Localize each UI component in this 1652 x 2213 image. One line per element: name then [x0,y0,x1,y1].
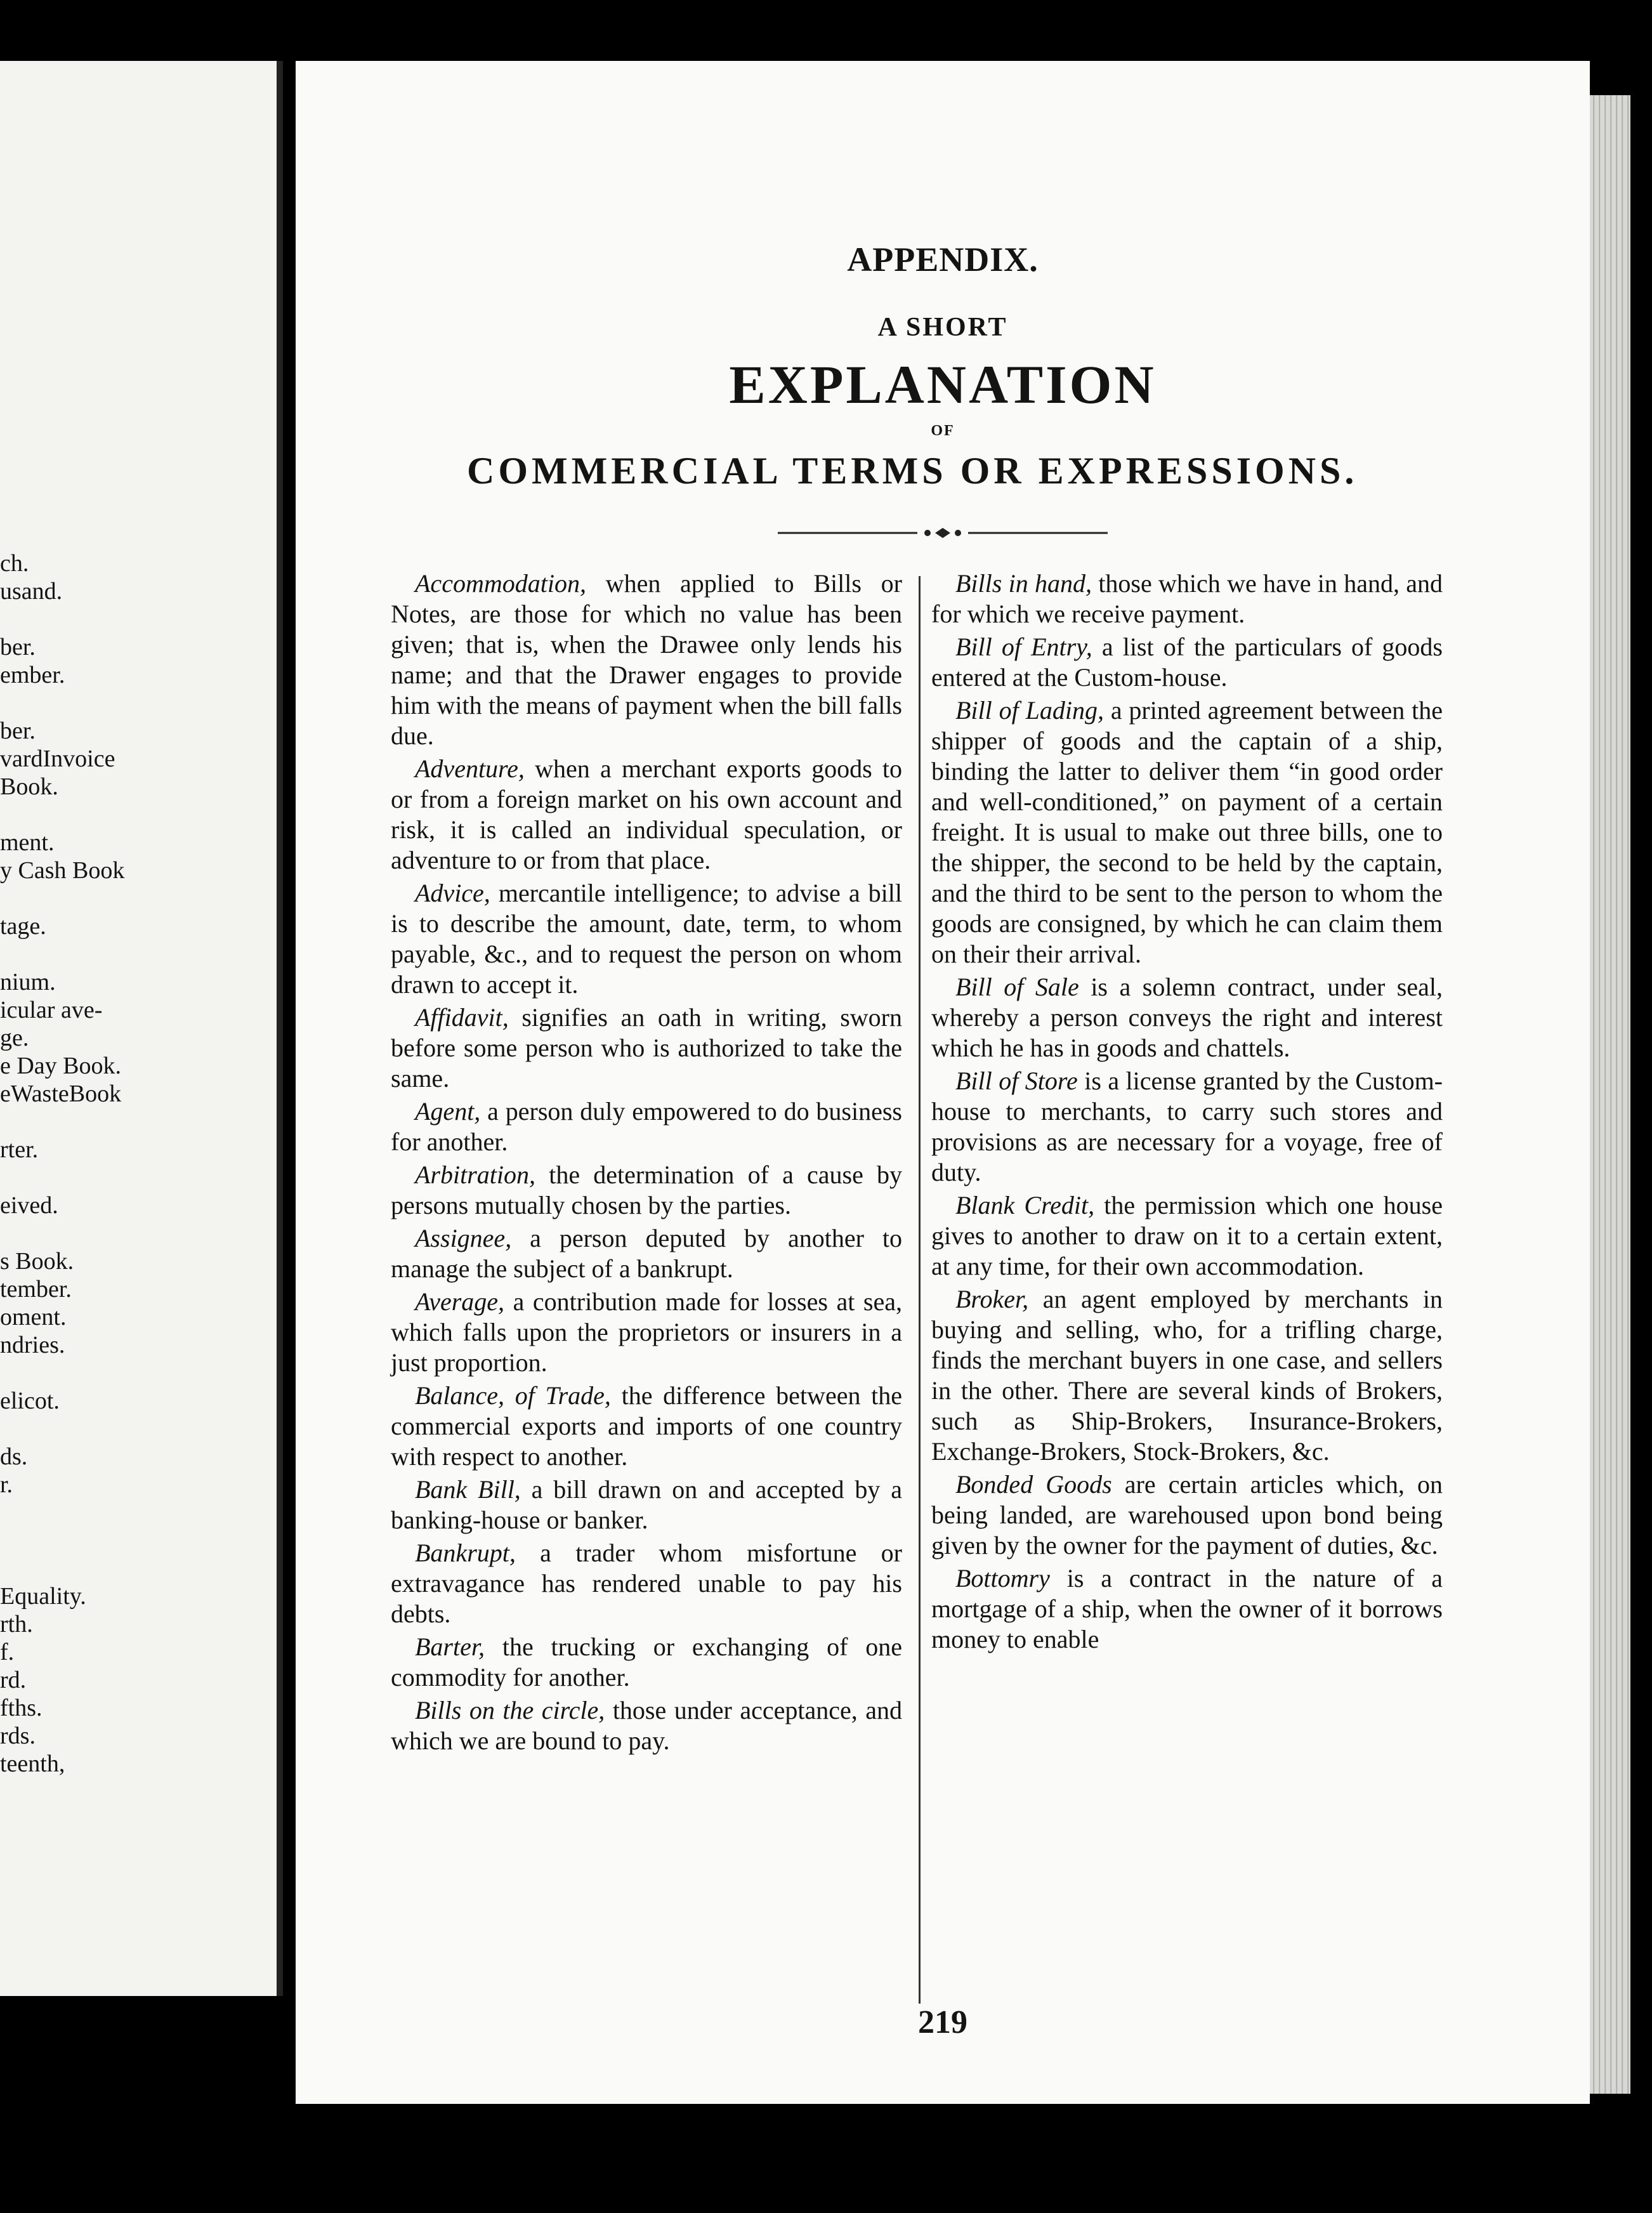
facing-page-line: s Book. [0,1248,74,1275]
glossary-term: Arbitration, [415,1160,536,1189]
facing-page-line: ember. [0,662,65,688]
glossary-definition: when a merchant exports goods to or from a foreign market on his own account and risk, it is called an individual speculation, or adventure to or from that place. [391,754,902,874]
column-divider [919,576,921,2004]
glossary-entry [391,568,902,751]
glossary-definition: those which we have in hand, and for which we receive payment. [931,569,1443,628]
glossary-term: Average, [415,1287,505,1316]
glossary-definition: a trader whom misfortune or extravagance has rendered unable to pay his debts. [391,1539,902,1628]
ornament-divider [778,525,1108,541]
glossary-definition: is a license granted by the Custom-house to merchants, to carry such stores and provisions as are necessary for a voyage, free of duty. [931,1067,1443,1186]
facing-page-line: rth. [0,1611,33,1638]
glossary-term: Advice, [415,879,490,907]
facing-page-line: Book. [0,773,58,800]
glossary-entry [391,1381,902,1472]
glossary-entry [391,1223,902,1284]
glossary-entry [391,1632,902,1693]
facing-page-line: usand. [0,578,63,605]
facing-page-line: fths. [0,1695,43,1721]
glossary-entry [931,632,1443,693]
glossary-definition: a person duly empowered to do business for another. [391,1097,902,1156]
facing-page-left [0,61,283,1996]
facing-page-line: vardInvoice [0,745,115,772]
facing-page-line: r. [0,1471,13,1498]
glossary-entry [391,1474,902,1535]
facing-page-line: elicot. [0,1388,60,1414]
glossary-definition: a list of the particulars of goods entered at the Custom-house. [931,633,1443,692]
facing-page-line: ber. [0,718,36,744]
glossary-definition: are certain articles which, on being landed, are warehoused upon bond being given by the owner for the payment of duties, &c. [931,1470,1443,1560]
glossary-entry [931,1190,1443,1282]
glossary-definition: the difference between the commercial exports and imports of one country with respect to another. [391,1381,902,1471]
facing-page-line: rter. [0,1136,39,1163]
page-subtitle: COMMERCIAL TERMS OR EXPRESSIONS. [467,450,1358,492]
appendix-heading: APPENDIX. [847,240,1039,279]
glossary-entry [391,1002,902,1094]
glossary-definition: when applied to Bills or Notes, are those for which no value has been given; that is, when the Drawee only lends his name; and that the Drawer engages to provide him with the means of payment when the bill falls due. [391,569,902,750]
facing-page-line: rds. [0,1723,36,1749]
glossary-definition: a contribution made for losses at sea, which falls upon the proprietors or insurers in a just proportion. [391,1287,902,1377]
glossary-entry [931,972,1443,1063]
glossary-term: Adventure, [415,754,525,783]
glossary-term: Assignee, [415,1224,512,1252]
facing-page-line: icular ave- [0,997,103,1023]
glossary-column-right [931,568,1443,1657]
short-label: A SHORT [877,313,1008,342]
glossary-term: Blank Credit, [955,1191,1095,1219]
glossary-term: Barter, [415,1632,485,1661]
facing-page-line: teenth, [0,1750,65,1777]
glossary-term: Bankrupt, [415,1539,516,1567]
facing-page-line: Equality. [0,1583,86,1610]
glossary-entry [931,1469,1443,1561]
glossary-term: Bank Bill, [415,1475,521,1504]
facing-page-line: ge. [0,1025,29,1051]
facing-page-line: rd. [0,1667,27,1693]
glossary-entry [931,1284,1443,1467]
glossary-definition: is a solemn contract, under seal, whereby a person conveys the right and interest which he has in goods and chattels. [931,973,1443,1062]
glossary-term: Bills on the circle, [415,1696,605,1724]
glossary-term: Bill of Lading, [955,696,1104,725]
facing-page-line: eWasteBook [0,1080,122,1107]
glossary-definition: a person deputed by another to manage the subject of a bankrupt. [391,1224,902,1283]
glossary-column-left [391,568,902,1759]
glossary-term: Agent, [415,1097,481,1126]
glossary-term: Balance, of Trade, [415,1381,611,1410]
glossary-definition: the permission which one house gives to another to draw on it to a certain extent, at any time, for their own accommodation. [931,1191,1443,1280]
facing-page-line: ndries. [0,1332,65,1358]
page-title: EXPLANATION [729,354,1157,415]
glossary-entry [931,568,1443,629]
glossary-entry [391,1287,902,1378]
glossary-definition: mercantile intelligence; to advise a bill is to describe the amount, date, term, to whom payable, &c., and to request the person on whom drawn to accept it. [391,879,902,999]
glossary-definition: signifies an oath in writing, sworn before some person who is authorized to take the same. [391,1003,902,1093]
glossary-definition: a printed agreement between the shipper of goods and the captain of a ship, binding the latter to deliver them “in good order and well-conditioned,” on payment of a certain freight. It is usual to make out three bills, one to the shipper, the second to be held by the captain, and the third to be sent to the person to whom the goods are consigned, by which he can claim them on their their arrival. [931,696,1443,968]
glossary-definition: is a contract in the nature of a mortgage of a ship, when the owner of it borrows money to enable [931,1564,1443,1653]
glossary-entry [391,754,902,876]
glossary-term: Bill of Entry, [955,633,1092,661]
glossary-entry [391,1538,902,1629]
facing-page-line: eived. [0,1192,58,1219]
book-page [296,61,1590,2104]
glossary-entry [931,1563,1443,1655]
facing-page-line: ch. [0,550,29,577]
facing-page-line: e Day Book. [0,1053,122,1079]
facing-page-line: ber. [0,634,36,660]
glossary-entry [391,1096,902,1157]
facing-page-line: tember. [0,1276,72,1303]
glossary-entry [391,1160,902,1221]
glossary-entry [391,1695,902,1756]
facing-page-line: ds. [0,1443,28,1470]
glossary-entry [931,1066,1443,1188]
glossary-term: Bill of Store [955,1067,1078,1095]
facing-page-text [0,61,277,1996]
glossary-term: Broker, [955,1285,1029,1313]
page-number: 219 [918,2004,967,2040]
facing-page-line: oment. [0,1304,67,1330]
facing-page-line: nium. [0,969,56,995]
facing-page-line: f. [0,1639,15,1665]
facing-page-line: ment. [0,829,55,856]
glossary-entry [931,695,1443,969]
glossary-term: Bottomry [955,1564,1050,1592]
glossary-term: Bill of Sale [955,973,1079,1001]
facing-page-line: tage. [0,913,46,940]
glossary-definition: a bill drawn on and accepted by a banking-house or banker. [391,1475,902,1534]
glossary-term: Bills in hand, [955,569,1092,598]
glossary-term: Bonded Goods [955,1470,1112,1499]
glossary-definition: an agent employed by merchants in buying and selling, who, for a trifling charge, finds the merchant buyers in one case, and sellers in the other. There are several kinds of Brokers, such as Ship-Brokers, Insurance-Brokers, Exchange-Brokers, Stock-Brokers, &c. [931,1285,1443,1466]
glossary-term: Accommodation, [415,569,586,598]
glossary-definition: the determination of a cause by persons mutually chosen by the parties. [391,1160,902,1219]
glossary-definition: those under acceptance, and which we are bound to pay. [391,1696,903,1755]
facing-page-line: y Cash Book [0,857,125,884]
glossary-definition: the trucking or exchanging of one commodity for another. [391,1632,902,1691]
glossary-entry [391,878,902,1000]
of-label: OF [931,423,955,439]
glossary-term: Affidavit, [415,1003,509,1032]
